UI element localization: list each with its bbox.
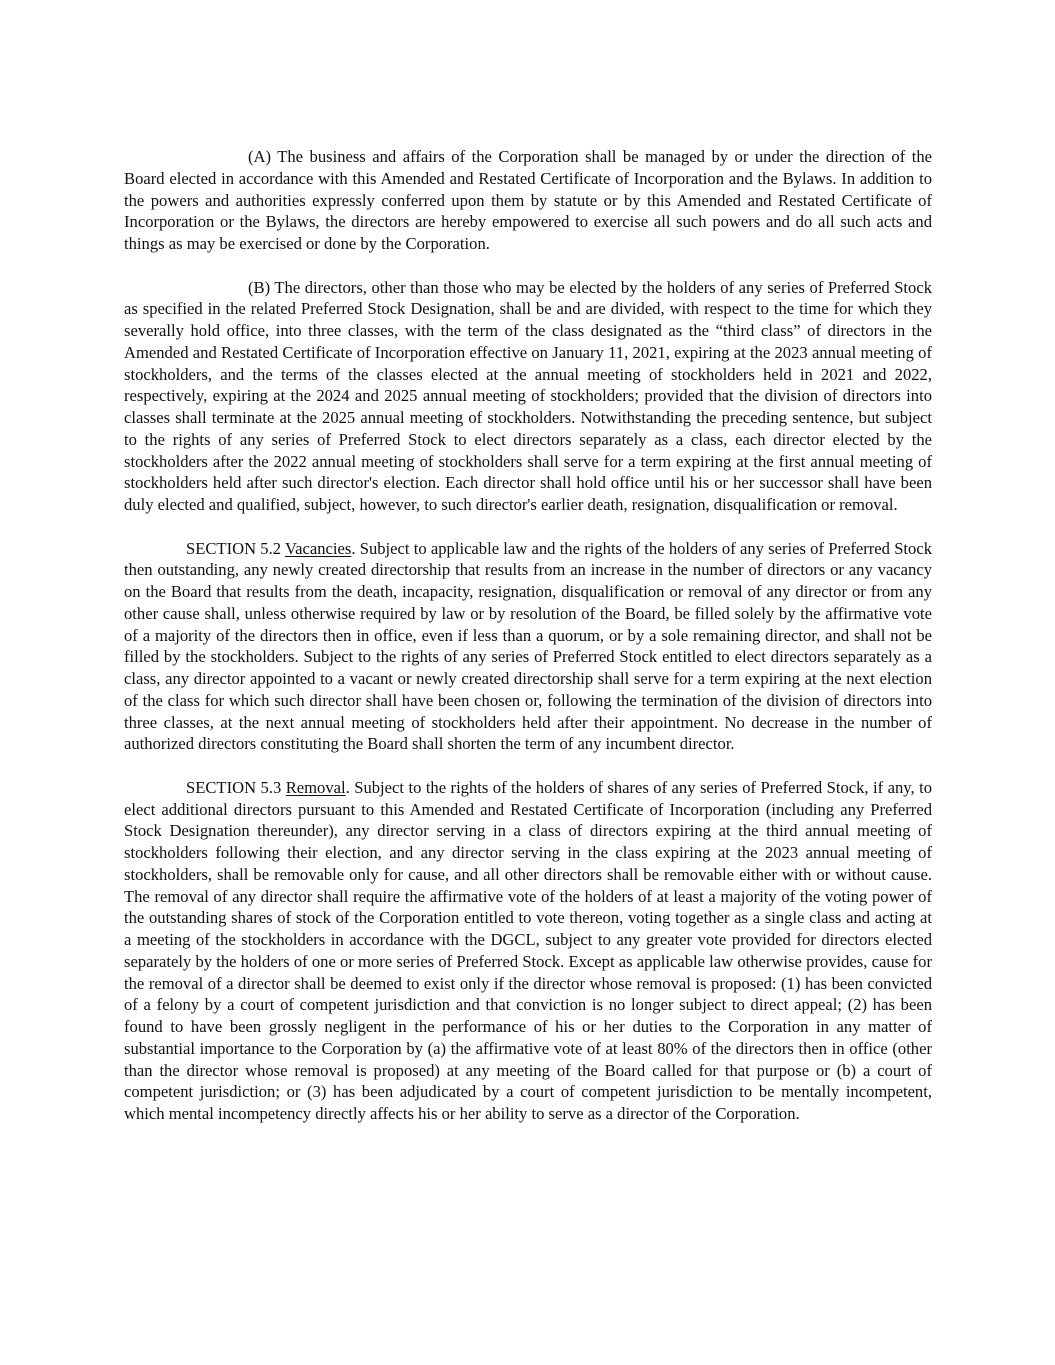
paragraph-b-director-classes: (B) The directors, other than those who may be elected by the holders of any series of Preferred Stock as specified in the related Preferred Stock Designation, shall be and are divided, with respect to the time for which they severally hold office, into three classes, with the term of the class designated as the “third class” of directors in the Amended and Restated Certificate of Incorporation effective on January 11, 2021, expiring at the 2023 annual meeting of stockholders, and the terms of the classes elected at the annual meeting of stockholders held in 2021 and 2022, respectively, expiring at the 2024 and 2025 annual meeting of stockholders; provided that the division of directors into classes shall terminate at the 2025 annual meeting of stockholders. Notwithstanding the preceding sentence, but subject to the rights of any series of Preferred Stock to elect directors separately as a class, each director elected by the stockholders after the 2022 annual meeting of stockholders shall serve for a term expiring at the first annual meeting of stockholders held after such director's election. Each director shall hold office until his or her successor shall have been duly elected and qualified, subject, however, to such director's earlier death, resignation, disqualification or removal. (124, 277, 932, 514)
section-body: . Subject to applicable law and the rights of the holders of any series of Preferred Stock then outstanding, any newly created directorship that results from an increase in the number of directors or any vacancy on the Board that results from the death, incapacity, resignation, disqualification or removal of any director or from any other cause shall, unless otherwise required by law or by resolution of the Board, be filled solely by the affirmative vote of a majority of the directors then in office, even if less than a quorum, or by a sole remaining director, and shall not be filled by the stockholders. Subject to the rights of any series of Preferred Stock entitled to elect directors separately as a class, any director appointed to a vacant or newly created directorship shall serve for a term expiring at the next election of the class for which such director shall have been chosen or, following the termination of the division of directors into three classes, at the next annual meeting of stockholders held after their appointment. No decrease in the number of authorized directors constituting the Board shall shorten the term of any incumbent director. (124, 538, 932, 754)
section-number: SECTION 5.2 (186, 538, 282, 558)
document-page (124, 146, 932, 1147)
section-heading-vacancies: Vacancies (285, 538, 352, 558)
section-5-3-removal (124, 777, 932, 1125)
section-heading-removal: Removal (285, 777, 346, 797)
section-number: SECTION 5.3 (186, 777, 282, 797)
paragraph-a-board-management: (A) The business and affairs of the Corporation shall be managed by or under the direction of the Board elected in accordance with this Amended and Restated Certificate of Incorporation and the Bylaws. In addition to the powers and authorities expressly conferred upon them by statute or by this Amended and Restated Certificate of Incorporation or the Bylaws, the directors are hereby empowered to exercise all such powers and do all such acts and things as may be exercised or done by the Corporation. (124, 147, 932, 253)
section-body: . Subject to the rights of the holders of shares of any series of Preferred Stock, if any, to elect additional directors pursuant to this Amended and Restated Certificate of Incorporation (including any Preferred Stock Designation thereunder), any director serving in a class of directors expiring at the third annual meeting of stockholders following their election, and any director serving in the class expiring at the 2023 annual meeting of stockholders, shall be removable only for cause, and all other directors shall be removable either with or without cause. The removal of any director shall require the affirmative vote of the holders of at least a majority of the voting power of the outstanding shares of stock of the Corporation entitled to vote thereon, voting together as a single class and acting at a meeting of the stockholders in accordance with the DGCL, subject to any greater vote provided for directors elected separately by the holders of one or more series of Preferred Stock. Except as applicable law otherwise provides, cause for the removal of a director shall be deemed to exist only if the director whose removal is proposed: (1) has been convicted of a felony by a court of competent jurisdiction and that conviction is no longer subject to direct appeal; (2) has been found to have been grossly negligent in the performance of his or her duties to the Corporation in any matter of substantial importance to the Corporation by (a) the affirmative vote of at least 80% of the directors then in office (other than the director whose removal is proposed) at any meeting of the Board called for that purpose or (b) a court of competent jurisdiction; or (3) has been adjudicated by a court of competent jurisdiction to be mentally incompetent, which mental incompetency directly affects his or her ability to serve as a director of the Corporation. (124, 777, 933, 1123)
section-5-2-vacancies (124, 538, 932, 756)
